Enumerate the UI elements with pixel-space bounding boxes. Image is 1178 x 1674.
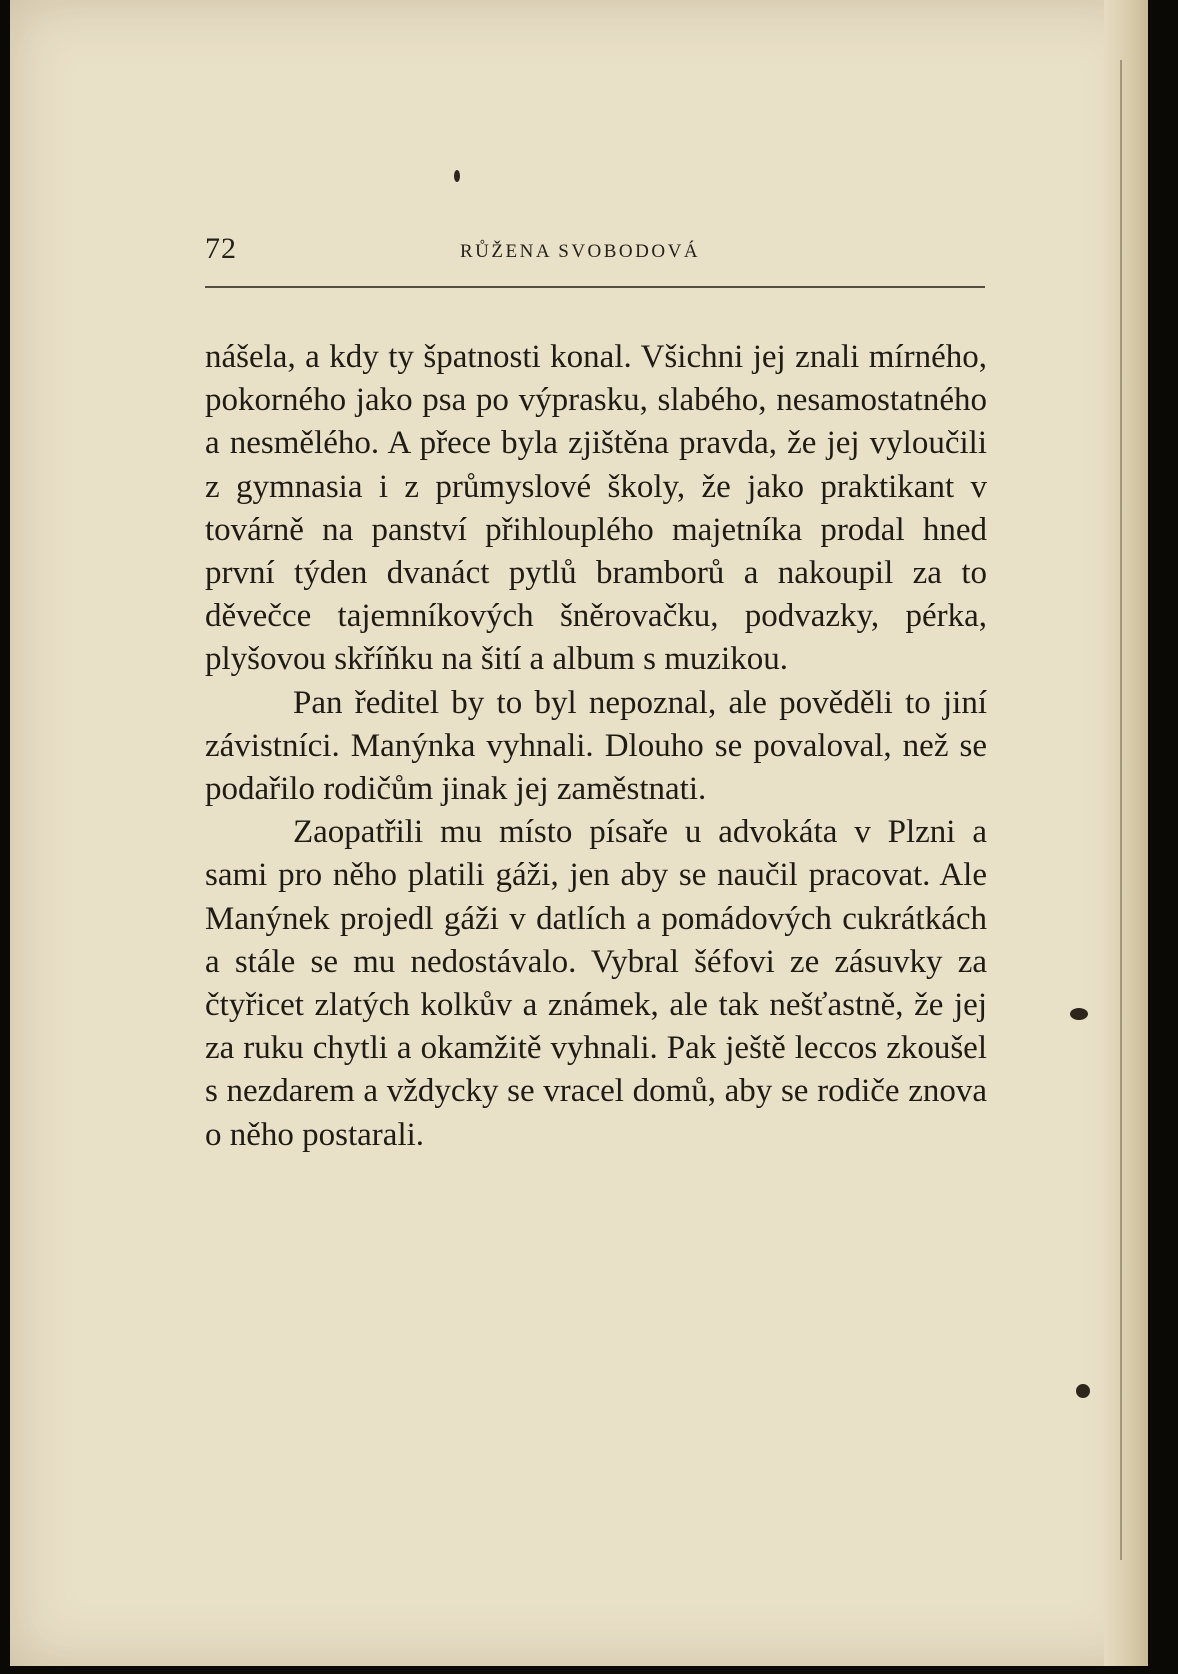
page-header xyxy=(205,232,995,272)
paragraph: nášela, a kdy ty špatnosti konal. Všichni jej znali mírného, pokorného jako psa po výprasku, slabého, nesamostatného a nesmělého. A přece byla zjištěna pravda, že jej vyloučili z gymnasia i z průmyslové školy, že jako praktikant v továrně na panství přihlouplého majetníka prodal hned první týden dvanáct pytlů bramborů a nakoupil za to děvečce tajemníkových šněrovačku, podvazky, pérka, plyšovou skříňku na šití a album s muzikou. xyxy=(205,339,987,678)
page-edge-shadow xyxy=(1104,0,1148,1666)
running-head: RŮŽENA SVOBODOVÁ xyxy=(460,241,701,262)
ink-speck xyxy=(1070,1008,1088,1020)
paragraph: Pan ředitel by to byl nepoznal, ale pověděli to jiní závistníci. Manýnka vyhnali. Dlouho se povaloval, než se podařilo rodičům jinak jej zaměstnati. xyxy=(205,684,987,808)
paragraph: Zaopatřili mu místo písaře u advokáta v Plzni a sami pro něho platili gáži, jen aby se naučil pracovat. Ale Manýnek projedl gáži v datlích a pomádových cukrátkách a stále se mu nedostávalo. Vybral šéfovi ze zásuvky za čtyřicet zlatých kolkův a známek, ale tak nešťastně, že jej za ruku chytli a okamžitě vyhnali. Pak ještě leccos zkoušel s nezdarem a vždycky se vracel domů, aby se rodiče znova o něho postarali. xyxy=(205,814,987,1153)
ink-speck xyxy=(454,170,460,182)
page-edge-line xyxy=(1120,60,1122,1560)
header-rule xyxy=(205,286,985,288)
body-text xyxy=(205,336,987,1157)
ink-speck xyxy=(1076,1384,1090,1398)
page-number: 72 xyxy=(205,232,237,265)
